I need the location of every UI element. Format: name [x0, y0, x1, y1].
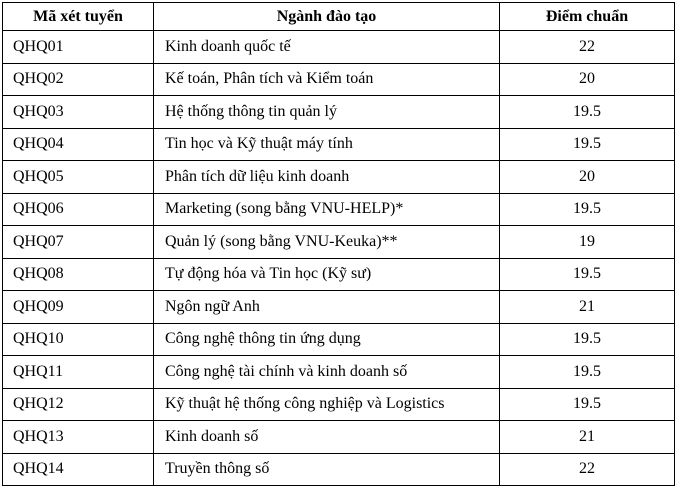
major-cell: Kinh doanh quốc tế [154, 31, 500, 64]
major-cell: Tự động hóa và Tin học (Kỹ sư) [154, 258, 500, 291]
table-row [3, 323, 675, 356]
table-header-row [3, 3, 675, 31]
table-row [3, 96, 675, 129]
cutoff-score-cell: 22 [500, 453, 675, 486]
major-cell: Ngôn ngữ Anh [154, 291, 500, 324]
table-row [3, 128, 675, 161]
admission-code-cell: QHQ11 [3, 356, 154, 389]
header-admission-code: Mã xét tuyển [3, 3, 154, 31]
admission-code-cell: QHQ05 [3, 161, 154, 194]
cutoff-score-cell: 19.5 [500, 128, 675, 161]
admission-code-cell: QHQ07 [3, 226, 154, 259]
admission-code-cell: QHQ02 [3, 63, 154, 96]
table-row [3, 356, 675, 389]
table-row [3, 63, 675, 96]
header-major: Ngành đào tạo [154, 3, 500, 31]
admission-code-cell: QHQ14 [3, 453, 154, 486]
cutoff-score-cell: 19.5 [500, 96, 675, 129]
table-row [3, 388, 675, 421]
cutoff-score-cell: 19.5 [500, 356, 675, 389]
table-row [3, 453, 675, 486]
cutoff-score-cell: 19.5 [500, 258, 675, 291]
admission-code-cell: QHQ06 [3, 193, 154, 226]
admission-code-cell: QHQ13 [3, 421, 154, 454]
admission-code-cell: QHQ10 [3, 323, 154, 356]
major-cell: Kỹ thuật hệ thống công nghiệp và Logistics [154, 388, 500, 421]
cutoff-score-cell: 20 [500, 161, 675, 194]
table-row [3, 421, 675, 454]
cutoff-score-cell: 19.5 [500, 388, 675, 421]
admission-code-cell: QHQ09 [3, 291, 154, 324]
table-row [3, 161, 675, 194]
major-cell: Marketing (song bằng VNU-HELP)* [154, 193, 500, 226]
table-row [3, 258, 675, 291]
cutoff-score-cell: 21 [500, 421, 675, 454]
major-cell: Tin học và Kỹ thuật máy tính [154, 128, 500, 161]
cutoff-score-cell: 21 [500, 291, 675, 324]
cutoff-score-cell: 19.5 [500, 193, 675, 226]
table-row [3, 31, 675, 64]
major-cell: Công nghệ thông tin ứng dụng [154, 323, 500, 356]
admission-code-cell: QHQ03 [3, 96, 154, 129]
major-cell: Truyền thông số [154, 453, 500, 486]
table-row [3, 226, 675, 259]
admission-scores-sheet [2, 2, 678, 494]
major-cell: Kinh doanh số [154, 421, 500, 454]
major-cell: Hệ thống thông tin quản lý [154, 96, 500, 129]
admission-code-cell: QHQ12 [3, 388, 154, 421]
header-cutoff-score: Điểm chuẩn [500, 3, 675, 31]
admission-code-cell: QHQ08 [3, 258, 154, 291]
admission-code-cell: QHQ04 [3, 128, 154, 161]
major-cell: Phân tích dữ liệu kinh doanh [154, 161, 500, 194]
table-row [3, 193, 675, 226]
table-row [3, 291, 675, 324]
admission-code-cell: QHQ01 [3, 31, 154, 64]
major-cell: Công nghệ tài chính và kinh doanh số [154, 356, 500, 389]
cutoff-score-cell: 22 [500, 31, 675, 64]
major-cell: Quản lý (song bằng VNU-Keuka)** [154, 226, 500, 259]
cutoff-score-cell: 19 [500, 226, 675, 259]
cutoff-score-cell: 19.5 [500, 323, 675, 356]
cutoff-score-cell: 20 [500, 63, 675, 96]
admission-scores-table [2, 2, 675, 486]
major-cell: Kế toán, Phân tích và Kiểm toán [154, 63, 500, 96]
